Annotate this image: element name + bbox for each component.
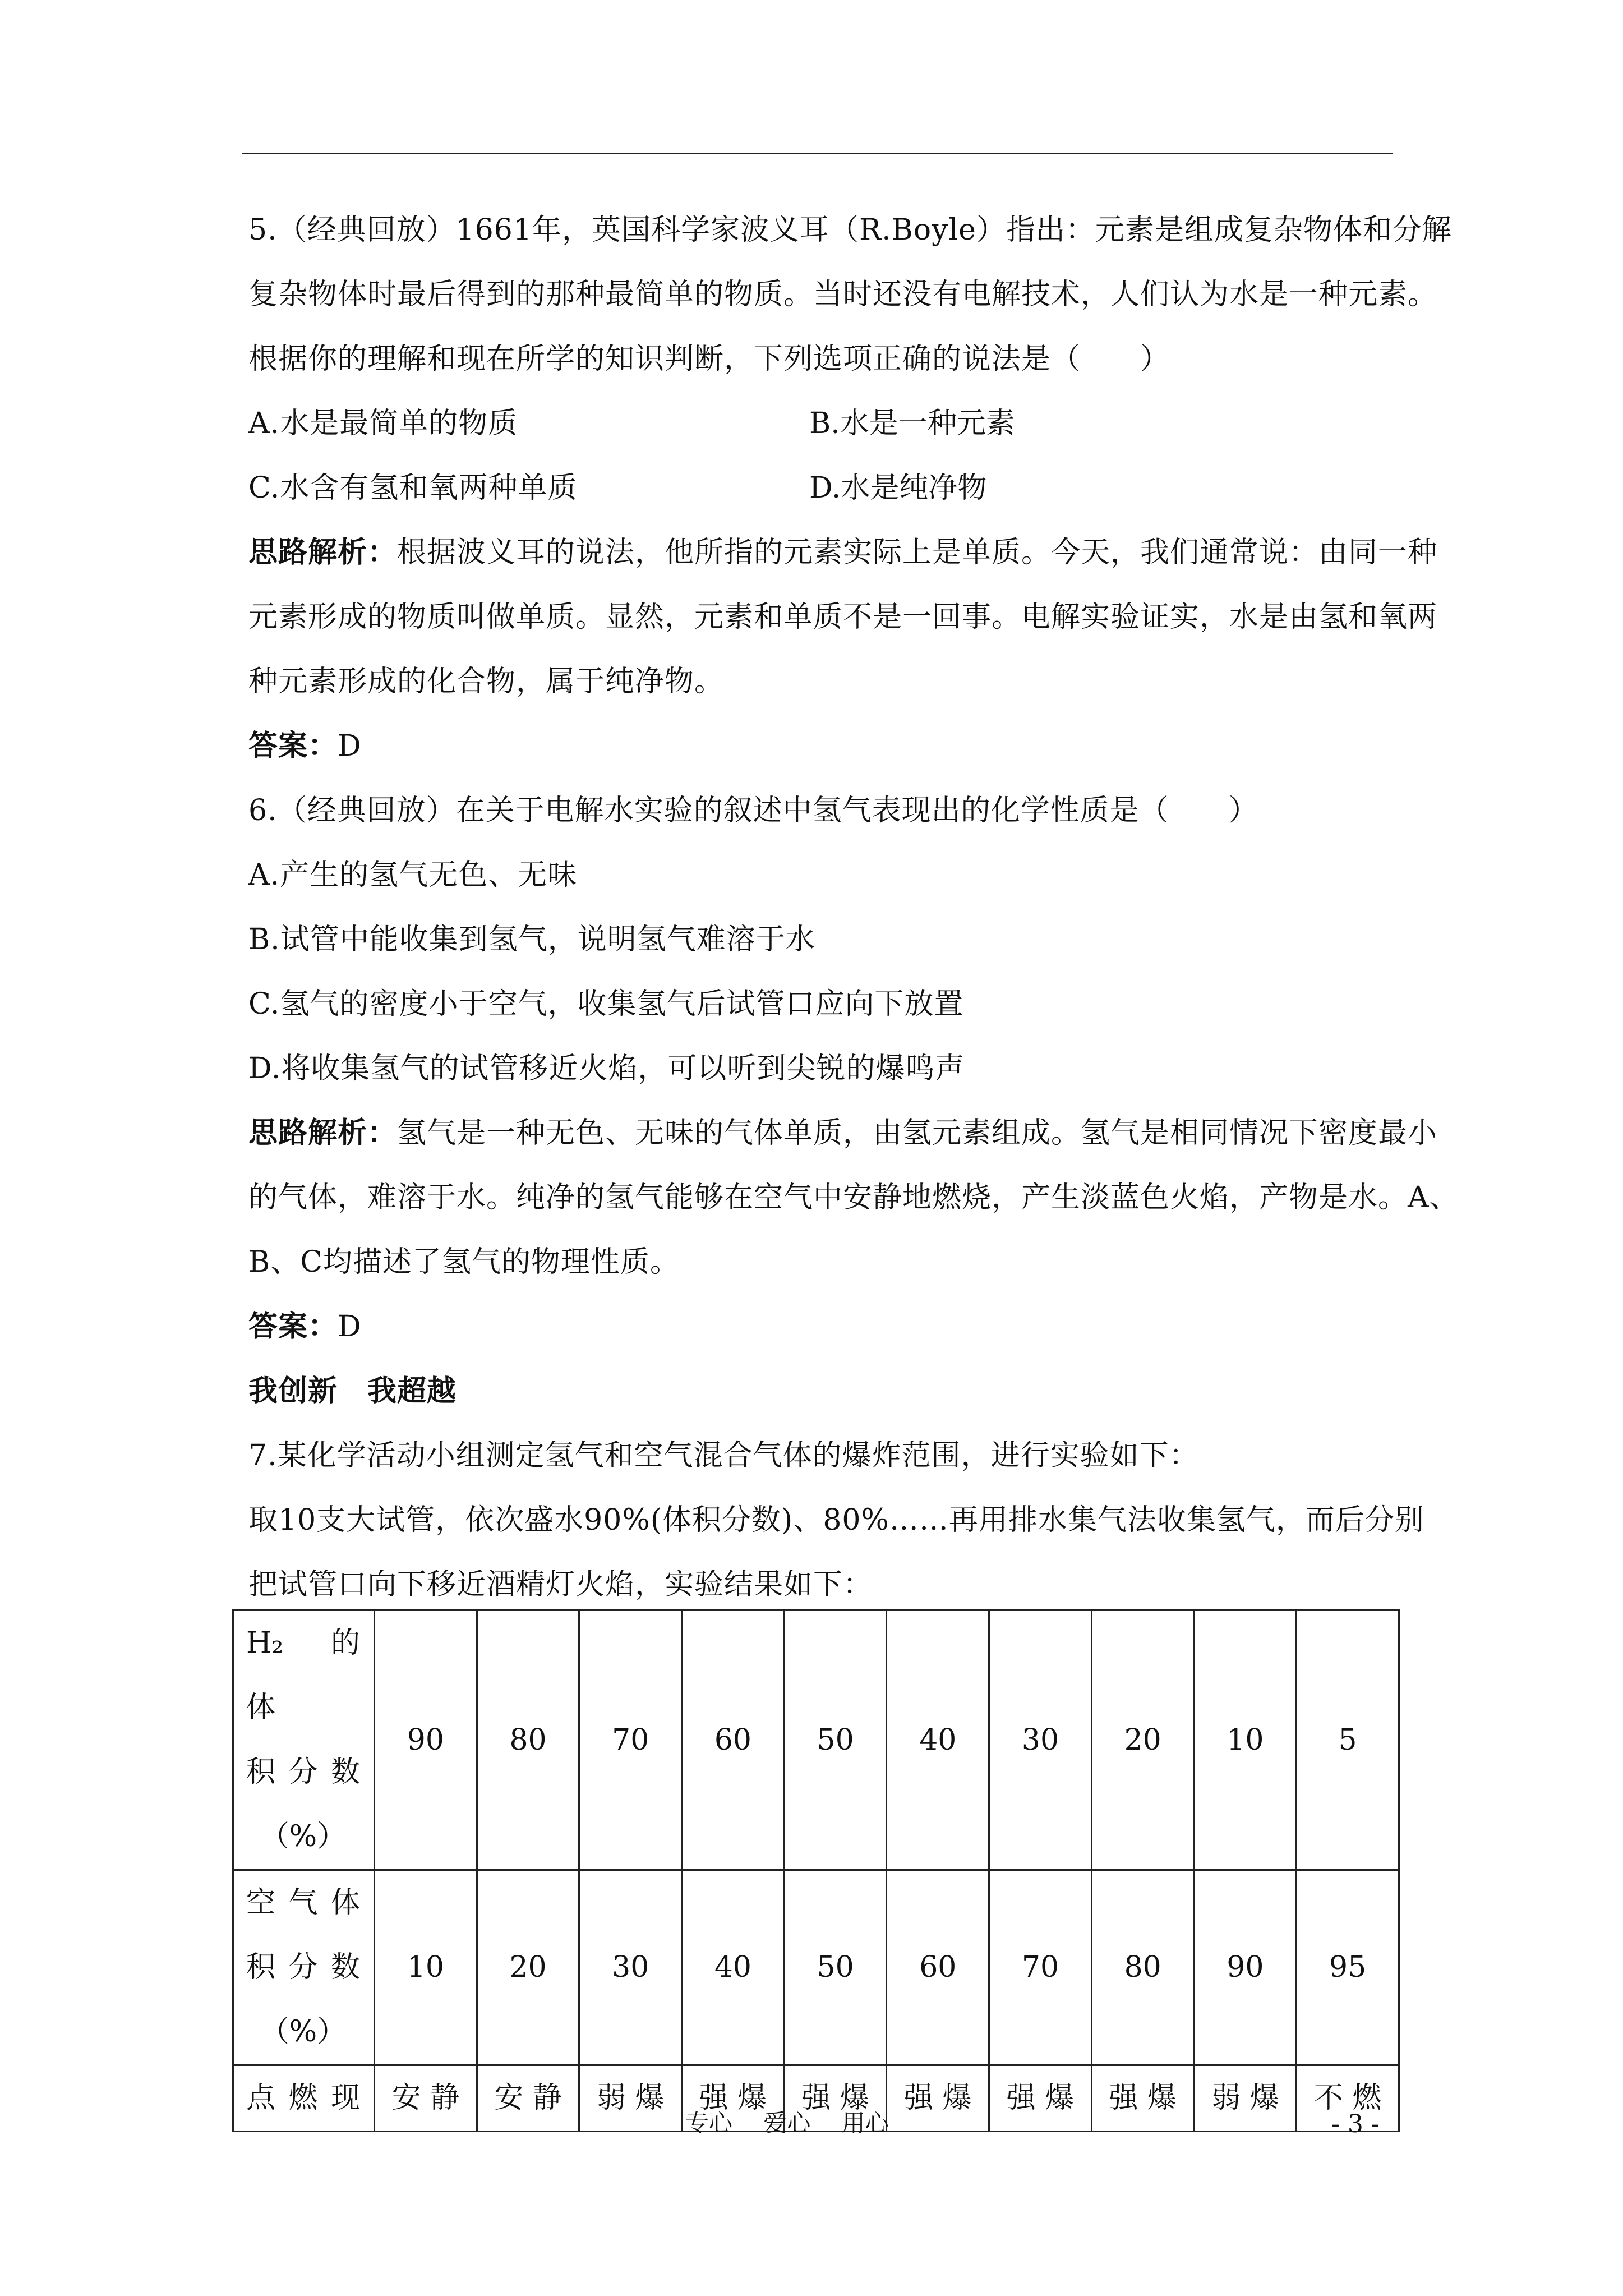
result-value-cell: 弱 爆 — [579, 2065, 682, 2132]
air-value-cell: 90 — [1194, 1870, 1297, 2065]
result-header-cell — [233, 2065, 375, 2132]
air-value-cell: 40 — [682, 1870, 785, 2065]
q5-option-d: D.水是纯净物 — [809, 471, 987, 505]
q7-line-1: 7.某化学活动小组测定氢气和空气混合气体的爆炸范围，进行实验如下： — [248, 1439, 1199, 1473]
q5-analysis-text: 根据波义耳的说法，他所指的元素实际上是单质。今天，我们通常说：由同一种 — [397, 536, 1438, 569]
q6-answer-value: D — [338, 1310, 362, 1343]
air-header-line: （%） — [260, 2015, 347, 2049]
q6-analysis-line-3: B、C均描述了氢气的物理性质。 — [248, 1245, 680, 1279]
h2-header-line: （%） — [260, 1820, 347, 1853]
air-header-cell — [233, 1870, 375, 2065]
q6-option-b: B.试管中能收集到氢气，说明氢气难溶于水 — [248, 923, 815, 956]
result-value-cell: 不 燃 — [1297, 2065, 1399, 2132]
air-value-cell: 80 — [1091, 1870, 1194, 2065]
result-value-cell: 强 爆 — [682, 2065, 785, 2132]
q6-answer-label: 答案： — [248, 1309, 338, 1343]
h2-value-cell: 30 — [989, 1611, 1092, 1870]
header-rule — [242, 153, 1393, 154]
result-value-cell: 强 爆 — [989, 2065, 1092, 2132]
result-value-cell: 弱 爆 — [1194, 2065, 1297, 2132]
h2-header-line: 积 分 数 — [246, 1755, 360, 1789]
q5-answer-label: 答案： — [248, 729, 338, 763]
q5-option-b: B.水是一种元素 — [809, 407, 1015, 440]
q5-analysis-line-3: 种元素形成的化合物，属于纯净物。 — [248, 665, 725, 698]
h2-value-cell: 70 — [579, 1611, 682, 1870]
q5-line-1: 5.（经典回放）1661年，英国科学家波义耳（R.Boyle）指出：元素是组成复杂物体和分解 — [248, 213, 1452, 247]
result-value-cell: 强 爆 — [1091, 2065, 1194, 2132]
page-number: - 3 - — [1331, 2110, 1380, 2138]
q7-line-2: 取10支大试管，依次盛水90%(体积分数)、80%……再用排水集气法收集氢气，而后分别 — [248, 1503, 1424, 1537]
section-title: 我创新 我超越 — [248, 1374, 457, 1408]
q6-option-c: C.氢气的密度小于空气，收集氢气后试管口应向下放置 — [248, 987, 964, 1021]
q5-option-a: A.水是最简单的物质 — [248, 407, 518, 440]
air-value-cell: 50 — [784, 1870, 887, 2065]
air-value-cell: 10 — [375, 1870, 477, 2065]
results-table — [232, 1609, 1400, 2132]
h2-value-cell: 80 — [477, 1611, 579, 1870]
q5-analysis-label: 思路解析： — [248, 535, 398, 569]
result-value-cell: 安 静 — [375, 2065, 477, 2132]
h2-value-cell: 50 — [784, 1611, 887, 1870]
q5-analysis-line-2: 元素形成的物质叫做单质。显然，元素和单质不是一回事。电解实验证实，水是由氢和氧两 — [248, 600, 1438, 634]
q6-analysis-text: 氢气是一种无色、无味的气体单质，由氢元素组成。氢气是相同情况下密度最小 — [397, 1116, 1438, 1150]
q6-answer — [248, 1309, 362, 1345]
q7-line-3: 把试管口向下移近酒精灯火焰，实验结果如下： — [248, 1568, 873, 1602]
q5-answer-value: D — [338, 729, 362, 763]
q5-option-c: C.水含有氢和氧两种单质 — [248, 471, 578, 505]
air-value-cell: 20 — [477, 1870, 579, 2065]
result-value-cell: 强 爆 — [784, 2065, 887, 2132]
q5-analysis-line-1 — [248, 535, 1437, 570]
h2-header-line: H₂ 的 体 — [246, 1626, 360, 1724]
q6-analysis-line-2: 的气体，难溶于水。纯净的氢气能够在空气中安静地燃烧，产生淡蓝色火焰，产物是水。A、 — [248, 1181, 1459, 1214]
h2-value-cell: 60 — [682, 1611, 785, 1870]
h2-value-cell: 40 — [887, 1611, 989, 1870]
result-header-line: 点 燃 现 — [246, 2081, 360, 2115]
air-header-line: 积 分 数 — [246, 1950, 360, 1984]
h2-value-cell: 5 — [1297, 1611, 1399, 1870]
q5-line-3: 根据你的理解和现在所学的知识判断，下列选项正确的说法是（ ） — [248, 342, 1170, 376]
q6-analysis-label: 思路解析： — [248, 1116, 398, 1150]
h2-value-cell: 20 — [1091, 1611, 1194, 1870]
q6-stem: 6.（经典回放）在关于电解水实验的叙述中氢气表现出的化学性质是（ ） — [248, 794, 1258, 827]
h2-value-cell: 90 — [375, 1611, 477, 1870]
q6-option-d: D.将收集氢气的试管移近火焰，可以听到尖锐的爆鸣声 — [248, 1052, 965, 1085]
table-row-air — [233, 1870, 1399, 2065]
h2-value-cell: 10 — [1194, 1611, 1297, 1870]
h2-header-cell — [233, 1611, 375, 1870]
result-value-cell: 安 静 — [477, 2065, 579, 2132]
footer-motto: 专心 爱心 用心 — [685, 2109, 889, 2137]
q5-line-2: 复杂物体时最后得到的那种最简单的物质。当时还没有电解技术，人们认为水是一种元素。 — [248, 278, 1438, 311]
q6-option-a: A.产生的氢气无色、无味 — [248, 858, 578, 892]
air-value-cell: 70 — [989, 1870, 1092, 2065]
table-row-h2 — [233, 1611, 1399, 1870]
q6-analysis-line-1 — [248, 1115, 1437, 1151]
air-value-cell: 60 — [887, 1870, 989, 2065]
air-value-cell: 30 — [579, 1870, 682, 2065]
air-value-cell: 95 — [1297, 1870, 1399, 2065]
air-header-line: 空 气 体 — [246, 1886, 360, 1920]
q5-answer — [248, 728, 362, 764]
result-value-cell: 强 爆 — [887, 2065, 989, 2132]
